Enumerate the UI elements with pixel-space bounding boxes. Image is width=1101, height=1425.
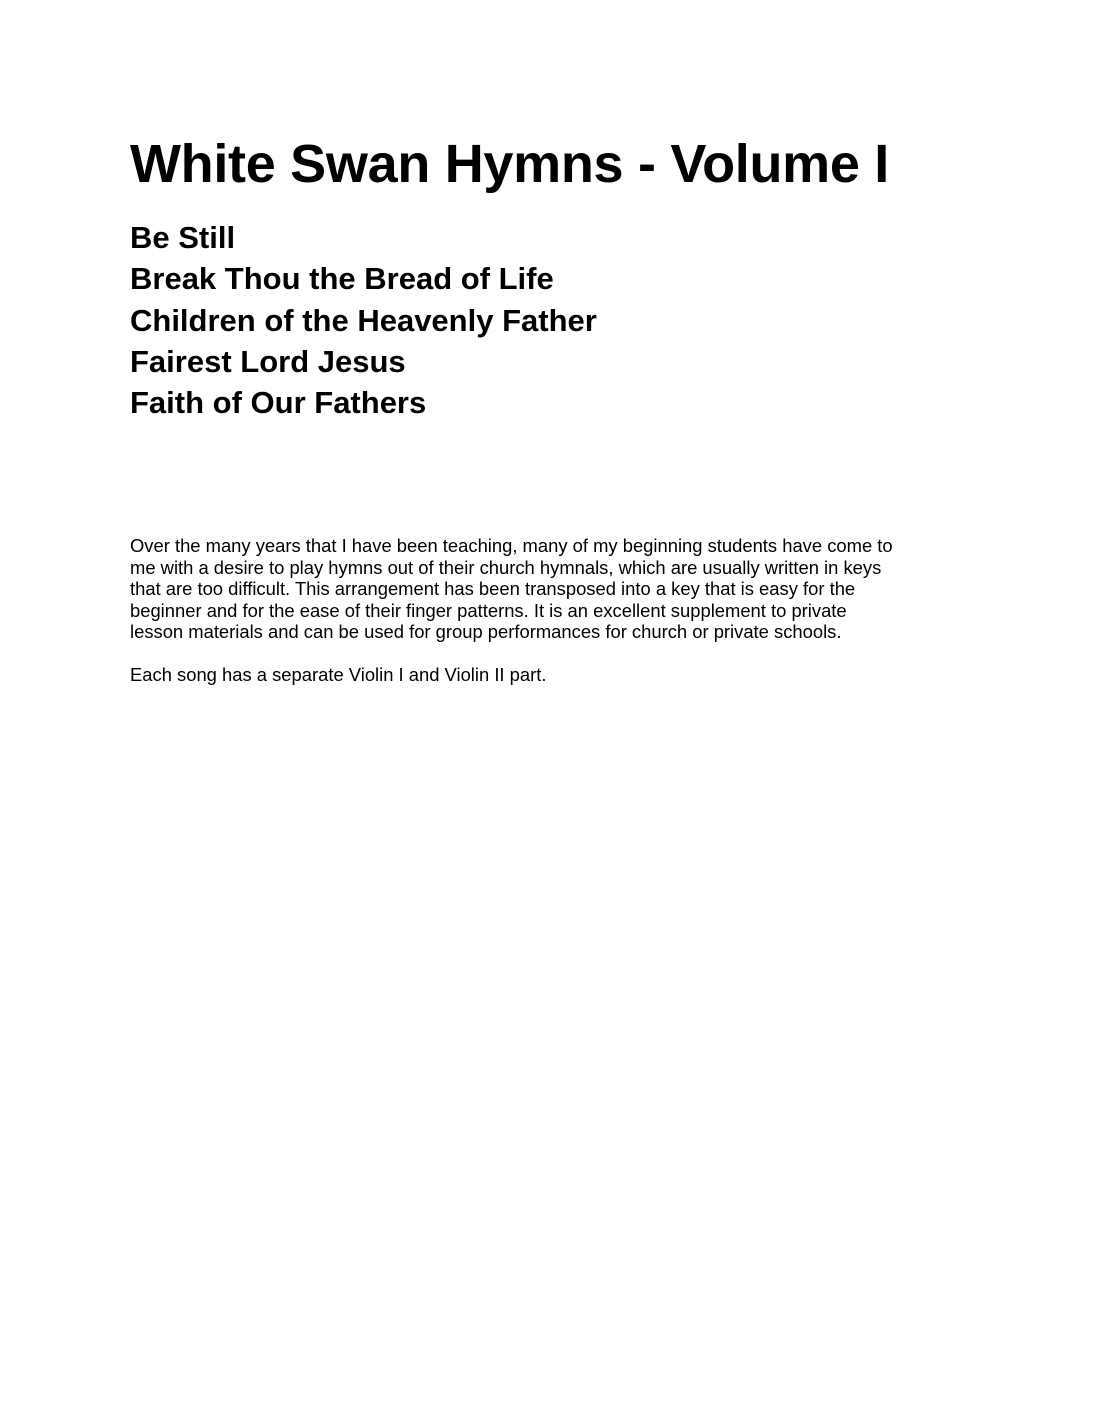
song-title: Fairest Lord Jesus: [130, 343, 406, 379]
intro-paragraph: Over the many years that I have been teaching, many of my beginning students have come to me with a desire to play hymns out of their church hymnals, which are usually written in keys that are too difficult. This arrangement has been transposed into a key that is easy for the beginner and for the ease of their finger patterns. It is an excellent supplement to private lesson materials and can be used for group performances for church or private schools.: [130, 535, 893, 643]
song-list: [130, 217, 980, 423]
song-title: Faith of Our Fathers: [130, 385, 427, 421]
page-title: White Swan Hymns - Volume I: [130, 134, 890, 194]
parts-note: Each song has a separate Violin I and Violin II part.: [130, 664, 547, 686]
document-page: [130, 128, 980, 686]
song-title: Children of the Heavenly Father: [130, 302, 597, 338]
intro-text: [130, 535, 980, 686]
song-title: Be Still: [130, 220, 236, 255]
song-title: Break Thou the Bread of Life: [130, 261, 554, 297]
